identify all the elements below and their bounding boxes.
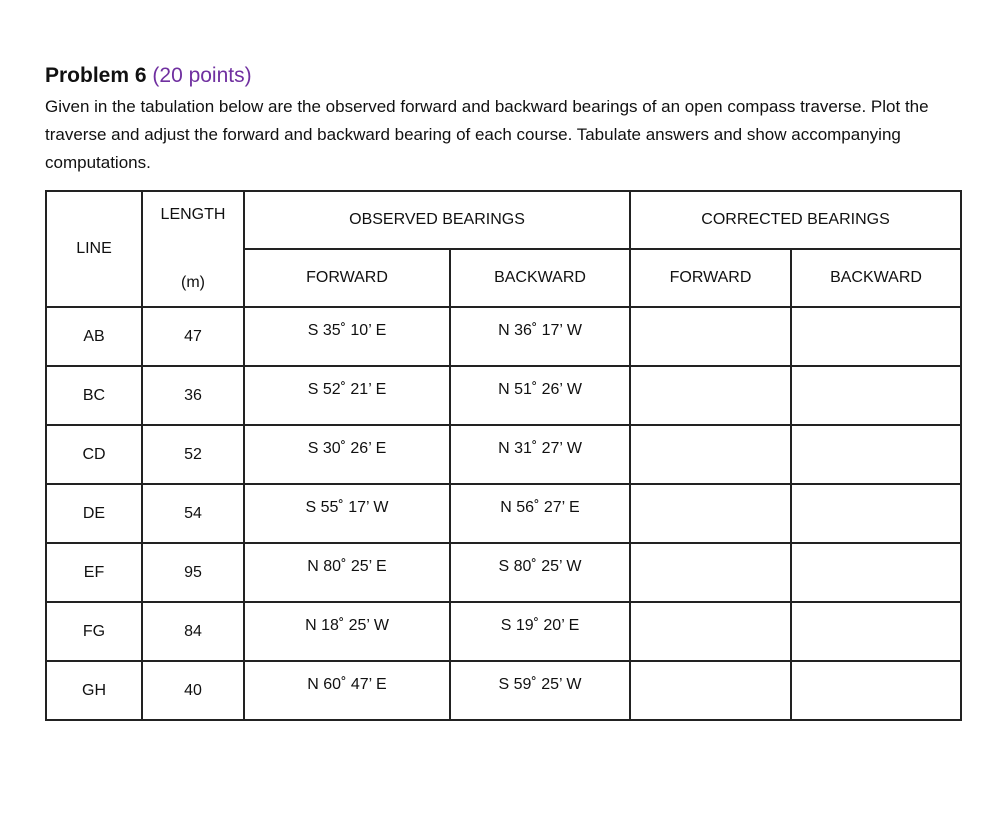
observed-forward-header: FORWARD [244,249,450,307]
corrected-forward-cell[interactable] [630,425,791,484]
length-cell: 36 [142,366,244,425]
observed-backward-value: N 51˚ 26’ W [498,380,582,398]
observed-forward-cell [244,543,450,602]
corrected-forward-cell[interactable] [630,484,791,543]
problem-description: Given in the tabulation below are the observed forward and backward bearings of an open compass traverse. Plot the traverse and adjust the forward and backward bearing of each course. Tabulate answers and show accompanying computations. [45,97,929,172]
line-cell: FG [46,602,142,661]
length-cell: 84 [142,602,244,661]
line-column-header [46,191,142,307]
observed-forward-value: S 30˚ 26’ E [307,439,387,457]
observed-forward-cell [244,661,450,720]
table-row [46,484,961,543]
table-row [46,602,961,661]
length-column-header [142,191,244,307]
corrected-backward-cell[interactable] [791,366,961,425]
table-row [46,425,961,484]
observed-bearings-label: OBSERVED BEARINGS [349,211,525,228]
observed-backward-cell [450,425,630,484]
problem-title: Problem 6 [45,64,147,87]
corrected-forward-header: FORWARD [630,249,791,307]
observed-backward-value: S 80˚ 25’ W [498,557,582,575]
line-cell: BC [46,366,142,425]
observed-backward-cell [450,543,630,602]
table-row [46,543,961,602]
observed-backward-cell [450,307,630,366]
problem-heading [45,62,252,90]
line-header-label: LINE [76,240,112,257]
corrected-backward-header: BACKWARD [791,249,961,307]
observed-forward-cell [244,484,450,543]
corrected-forward-cell[interactable] [630,543,791,602]
corrected-bearings-header [630,191,961,249]
corrected-backward-cell[interactable] [791,307,961,366]
observed-forward-value: S 52˚ 21’ E [307,380,387,398]
observed-forward-value: N 18˚ 25’ W [305,616,389,634]
corrected-forward-cell[interactable] [630,366,791,425]
length-cell: 47 [142,307,244,366]
observed-backward-value: N 56˚ 27’ E [500,498,580,516]
bearing-table [45,190,962,721]
corrected-forward-cell[interactable] [630,661,791,720]
observed-forward-cell [244,602,450,661]
corrected-bearings-label: CORRECTED BEARINGS [701,211,890,228]
corrected-backward-cell[interactable] [791,661,961,720]
corrected-backward-cell[interactable] [791,425,961,484]
corrected-backward-cell[interactable] [791,543,961,602]
table-row [46,661,961,720]
observed-backward-value: S 19˚ 20’ E [500,616,580,634]
observed-backward-value: S 59˚ 25’ W [498,675,582,693]
corrected-backward-cell[interactable] [791,484,961,543]
observed-backward-value: N 31˚ 27’ W [498,439,582,457]
length-cell: 54 [142,484,244,543]
observed-backward-header: BACKWARD [450,249,630,307]
table-row [46,307,961,366]
length-cell: 95 [142,543,244,602]
observed-forward-value: S 35˚ 10’ E [307,321,387,339]
length-cell: 40 [142,661,244,720]
length-cell: 52 [142,425,244,484]
observed-forward-cell [244,366,450,425]
observed-forward-value: N 80˚ 25’ E [307,557,387,575]
line-cell: AB [46,307,142,366]
line-cell: GH [46,661,142,720]
observed-backward-cell [450,484,630,543]
observed-forward-cell [244,307,450,366]
observed-backward-cell [450,366,630,425]
corrected-forward-cell[interactable] [630,602,791,661]
line-cell: EF [46,543,142,602]
table-row [46,366,961,425]
observed-forward-value: S 55˚ 17’ W [305,498,389,516]
observed-forward-value: N 60˚ 47’ E [307,675,387,693]
observed-forward-cell [244,425,450,484]
line-cell: CD [46,425,142,484]
corrected-forward-cell[interactable] [630,307,791,366]
problem-points: (20 points) [152,64,252,87]
observed-backward-value: N 36˚ 17’ W [498,321,582,339]
observed-backward-cell [450,661,630,720]
observed-backward-cell [450,602,630,661]
length-header-label: LENGTH [160,206,226,223]
observed-bearings-header [244,191,630,249]
length-header-unit: (m) [181,274,205,291]
corrected-backward-cell[interactable] [791,602,961,661]
line-cell: DE [46,484,142,543]
table-header-row-top [46,191,961,249]
